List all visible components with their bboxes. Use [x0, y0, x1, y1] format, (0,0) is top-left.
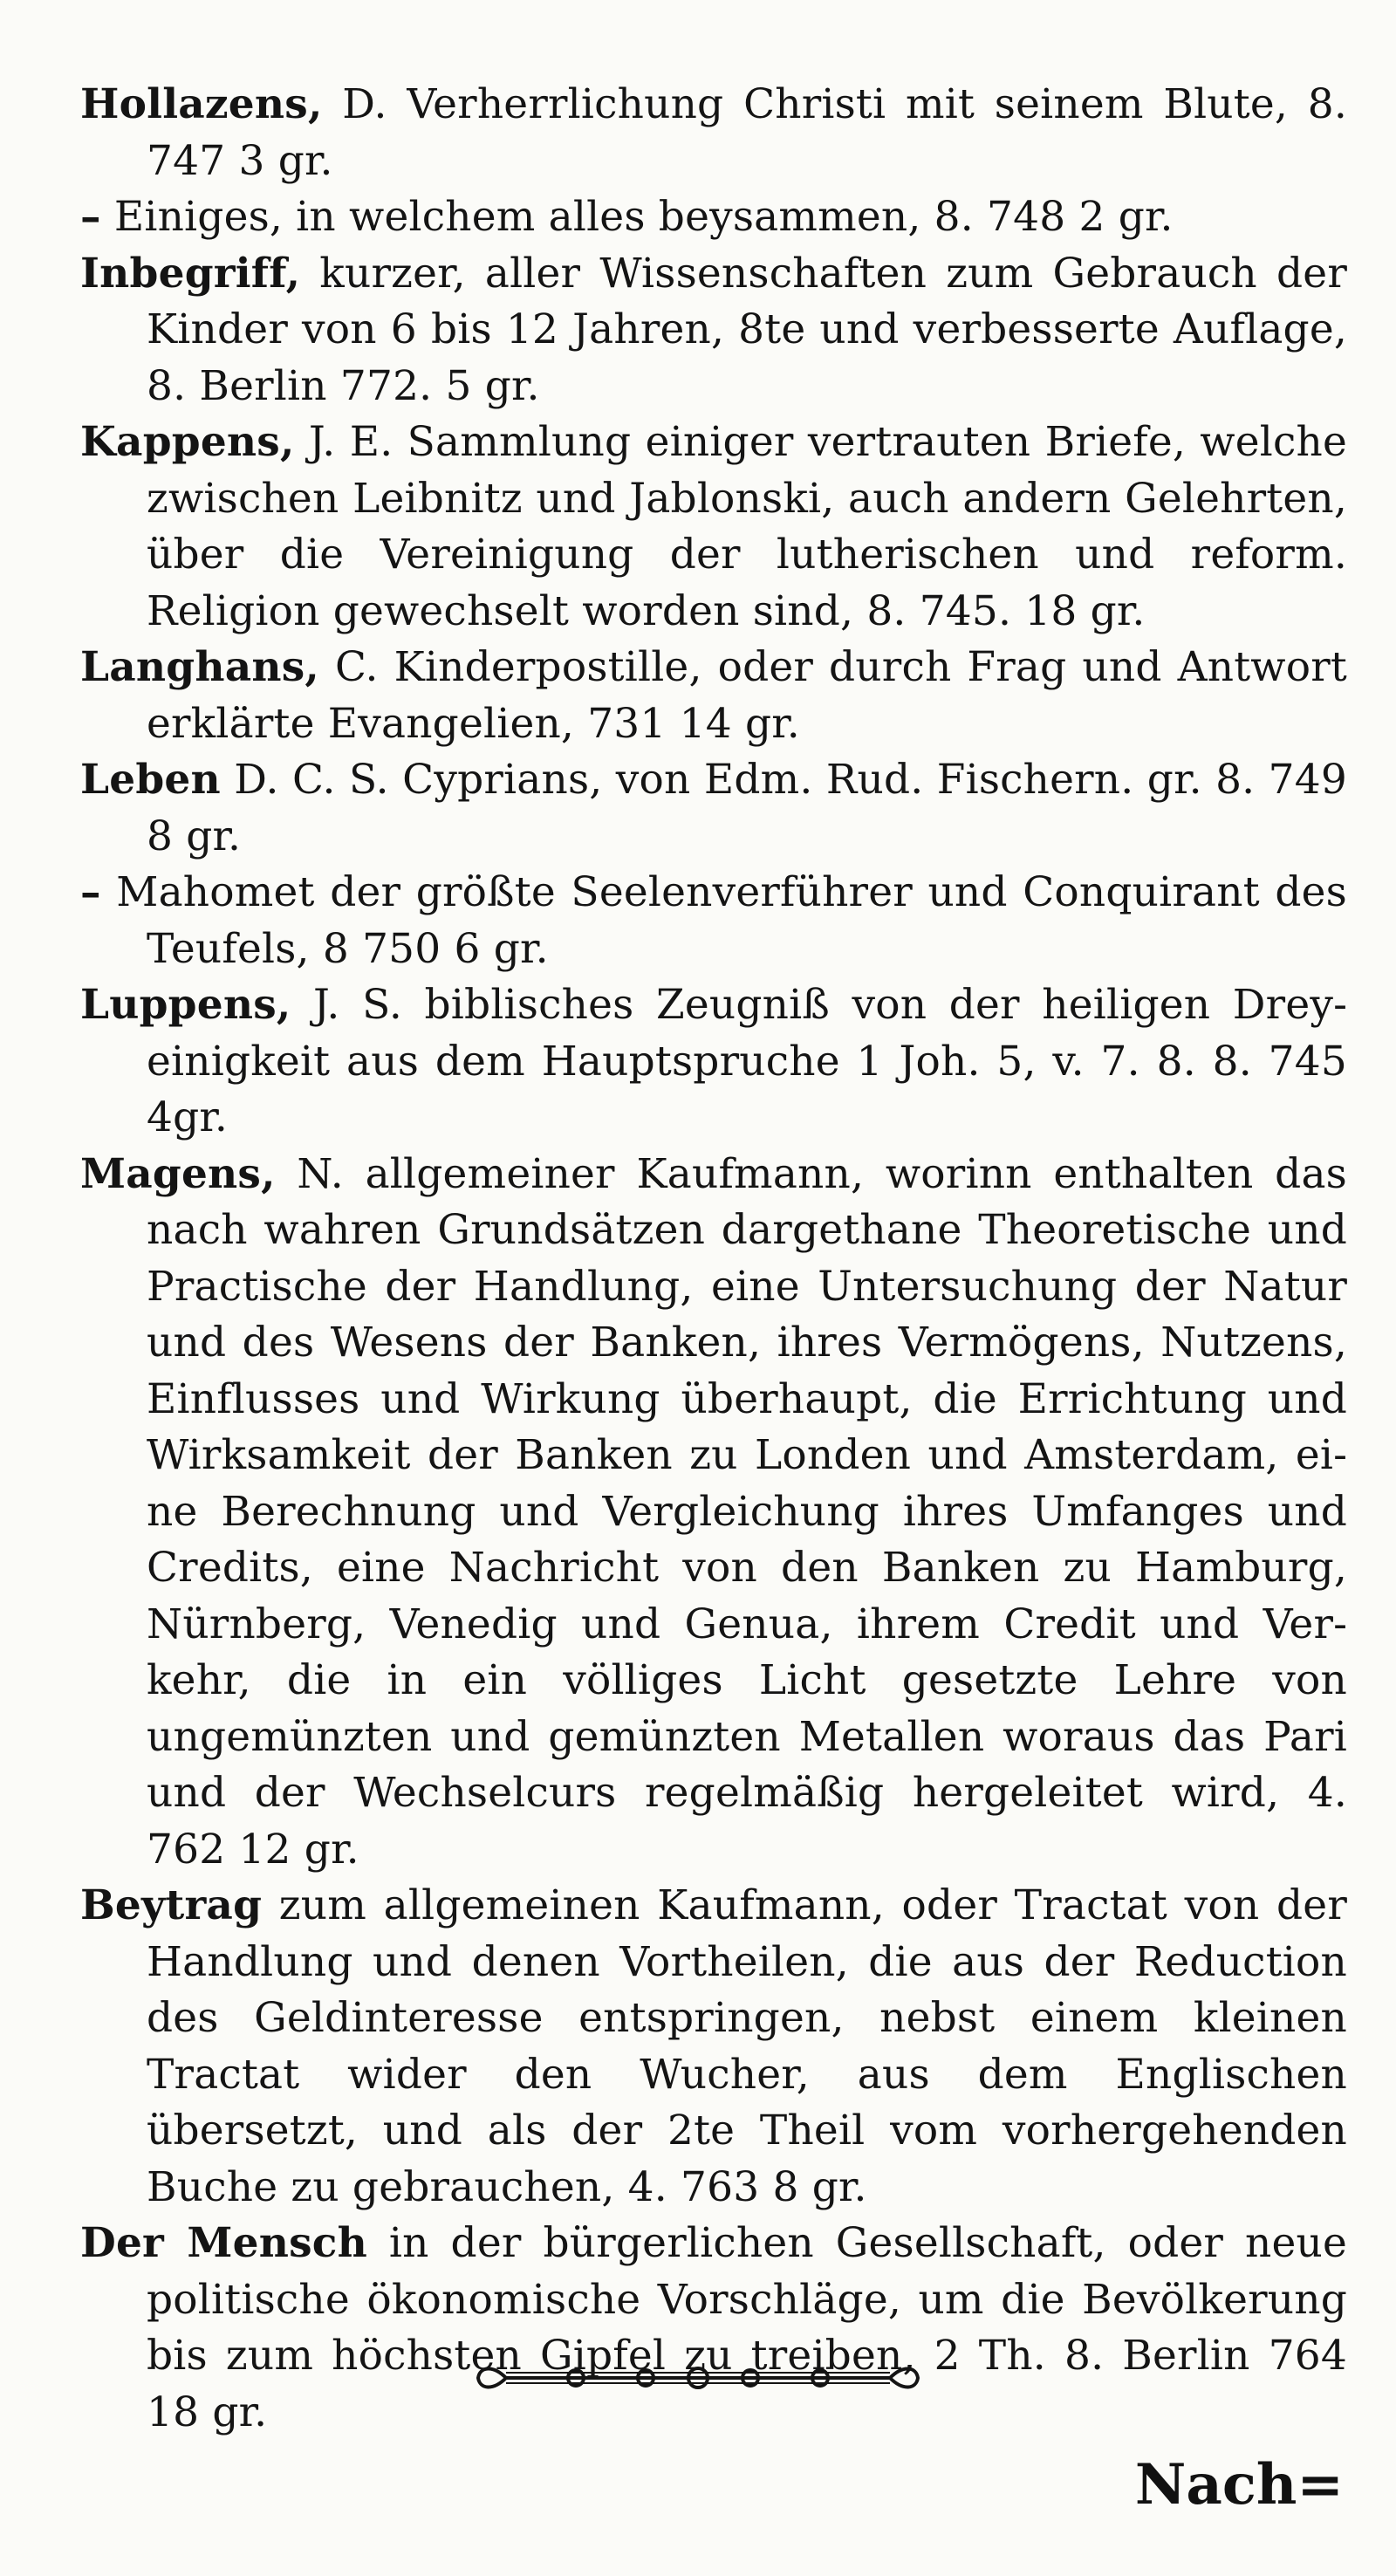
entry-text: Einiges, in welchem alles beysammen, 8. 748 [100, 193, 1066, 241]
entry-text: D. C. S. Cyprians, von Edm. Rud. Fischern. gr. 8. 749 [220, 756, 1347, 804]
entry-text: C. Kinderpostille, oder durch Frag und Antwort erklärte Evangelien, 731 [147, 643, 1347, 748]
entry-text: D. Verherrlichung Christi mit seinem Blute, 8. 747 [147, 80, 1347, 185]
catalogue-entry [80, 2216, 1347, 2441]
catalogue-entry [80, 77, 1347, 189]
entry-price: 6 gr. [454, 924, 549, 973]
catalogue-entry [80, 246, 1347, 415]
entry-text: kurzer, aller Wissenschaften zum Gebrauch der Kinder von 6 bis 12 Jahren, 8te und verbesserte Auflage, 8. Berlin 772. [147, 249, 1347, 410]
entry-text: N. allgemeiner Kaufmann, worinn enthalten das nach wahren Grundsätzen dargethane Theoretische und Practische der Handlung, eine Untersuchung der Natur und des Wesens der Banken, ihres Vermögens, Nutzens, Einflusses und Wirkung überhaupt, die Errichtung und Wirksamkeit der Banken zu Londen und Amsterdam, eine Berechnung und Vergleichung ihres Umfanges und Credits, eine Nachricht von den Banken zu Hamburg, Nürnberg, Venedig und Genua, ihrem Credit und Verkehr, die in ein völliges Licht gesetzte Lehre von ungemünzten und gemünzten Metallen woraus das Pari und der Wechselcurs regelmäßig hergeleitet wird, 4. 762 [147, 1149, 1347, 1874]
entry-price: 8 gr. [147, 812, 242, 860]
entry-text: Mahomet der größte Seelenverführer und Conquirant des Teufels, 8 750 [100, 868, 1347, 973]
catalogue-entry [80, 977, 1347, 1147]
catalogue-entry [80, 752, 1347, 865]
catalogue-entry [80, 1147, 1347, 1879]
entry-author: Luppens, [80, 981, 291, 1029]
entry-price: 14 gr. [679, 699, 800, 748]
entry-price: 12 gr. [238, 1825, 359, 1874]
entry-text: in der bürgerlichen Gesellschaft, oder neue politische ökonomische Vorschläge, um die Bevölkerung bis zum höchsten Gipfel zu treiben, 2 Th. 8. Berlin 764 [147, 2219, 1347, 2380]
catalogue-entry [80, 640, 1347, 752]
entry-price: 4gr. [147, 1093, 229, 1141]
catalogue-entry [80, 865, 1347, 977]
decorative-ornament [471, 2356, 925, 2400]
entry-text: J. E. Sammlung einiger vertrauten Briefe, welche zwischen Leibnitz und Jablonski, auch andern Gelehrten, über die Vereinigung der lutherischen und reform. Religion gewechselt worden sind, 8. 745. [147, 418, 1347, 635]
entry-price: 18 gr. [147, 2388, 268, 2436]
entry-price: 3 gr. [238, 136, 333, 185]
entry-author: Hollazens, [80, 80, 323, 128]
entry-author: Kappens, [80, 418, 295, 466]
entry-price: 2 gr. [1078, 193, 1174, 241]
entry-author: Langhans, [80, 643, 319, 691]
entry-price: 5 gr. [445, 361, 540, 410]
entry-price: 18 gr. [1024, 586, 1146, 635]
entry-price: 8 gr. [772, 2162, 867, 2211]
entry-author: Leben [80, 756, 221, 804]
catalogue-entry [80, 414, 1347, 640]
catalogue-entry [80, 1878, 1347, 2216]
entry-text: J. S. biblisches Zeugniß von der heiligen Dreyeinigkeit aus dem Hauptspruche 1 Joh. 5, v. 7. 8. 8. 745 [147, 981, 1347, 1086]
entry-author: Der Mensch [80, 2219, 367, 2267]
entry-author: Magens, [80, 1149, 276, 1198]
catchword: Nach= [1134, 2452, 1344, 2518]
entry-author: Beytrag [80, 1881, 263, 1929]
entry-author: – [80, 868, 101, 916]
entry-author: – [80, 193, 101, 241]
entry-author: Inbegriff, [80, 249, 301, 298]
entry-text: zum allgemeinen Kaufmann, oder Tractat von der Handlung und denen Vortheilen, die aus der Reduction des Geldinteresse entspringen, nebst einem kleinen Tractat wider den Wucher, aus dem Englischen übersetzt, und als der 2te Theil vom vorhergehenden Buche zu gebrauchen, 4. 763 [147, 1881, 1347, 2211]
catalogue-entry [80, 189, 1347, 246]
catalogue-entries [80, 77, 1347, 2441]
